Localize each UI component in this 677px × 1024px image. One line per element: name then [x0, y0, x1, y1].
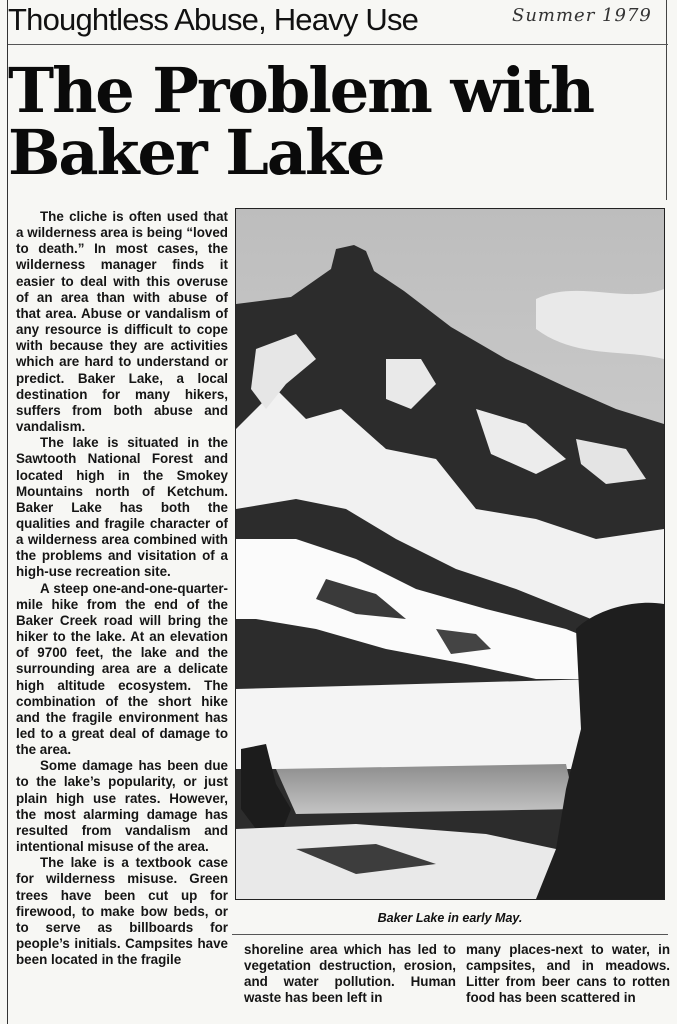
article-paragraph: The cliche is often used that a wilderness area is being “loved to death.” In most cases, the wilderness manager finds it easier to deal with this overuse of an area than with abuse of that area. Abuse or vandalism of any resource is difficult to cope with because they are activities which are hard to understand or predict. Baker Lake, a local destination for many hikers, suffers from both abuse and vandalism.: [16, 209, 228, 435]
handwritten-date-note: Summer 1979: [512, 5, 652, 26]
mountain-lake-illustration: [236, 209, 664, 899]
lake-surface: [276, 764, 576, 814]
article-column-3: [466, 942, 670, 1007]
article-paragraph: shoreline area which has led to vegetation destruction, erosion, and water pollution. Human waste has been left in: [244, 942, 456, 1006]
kicker-title: Thoughtless Abuse, Heavy Use: [8, 2, 419, 37]
snow-shore: [236, 679, 616, 769]
kicker-divider: [8, 44, 668, 45]
article-paragraph: A steep one-and-one-quarter-mile hike from the end of the Baker Creek road will bring the hiker to the lake. At an elevation of 9700 feet, the lake and the surrounding area are a delicate high altitude ecosystem. The combination of the short hike and the fragile environment has led to a great deal of damage to the area.: [16, 580, 228, 758]
headline: The Problem with Baker Lake: [8, 54, 594, 189]
article-paragraph: The lake is a textbook case for wilderness misuse. Green trees have been cut up for firewood, to make bow beds, or to serve as billboards for people’s initials. Campsites have been located in the fragile: [16, 855, 228, 968]
baker-lake-photo: [235, 208, 665, 900]
article-paragraph: The lake is situated in the Sawtooth National Forest and located high in the Smokey Mountains north of Ketchum. Baker Lake has both the qualities and fragile character of a wilderness area combined with the problems and visitation of a high-use recreation site.: [16, 435, 228, 580]
article-paragraph: many places-next to water, in campsites, and in meadows. Litter from beer cans to rotten food has been scattered in: [466, 942, 670, 1006]
article-column-1: [16, 209, 228, 968]
article-paragraph: Some damage has been due to the lake’s popularity, or just plain high use rates. However, the most alarming damage has resulted from vandalism and intentional misuse of the area.: [16, 758, 228, 855]
photo-caption: Baker Lake in early May.: [377, 911, 523, 925]
caption-divider: [232, 934, 668, 935]
article-column-2: [244, 942, 456, 1007]
